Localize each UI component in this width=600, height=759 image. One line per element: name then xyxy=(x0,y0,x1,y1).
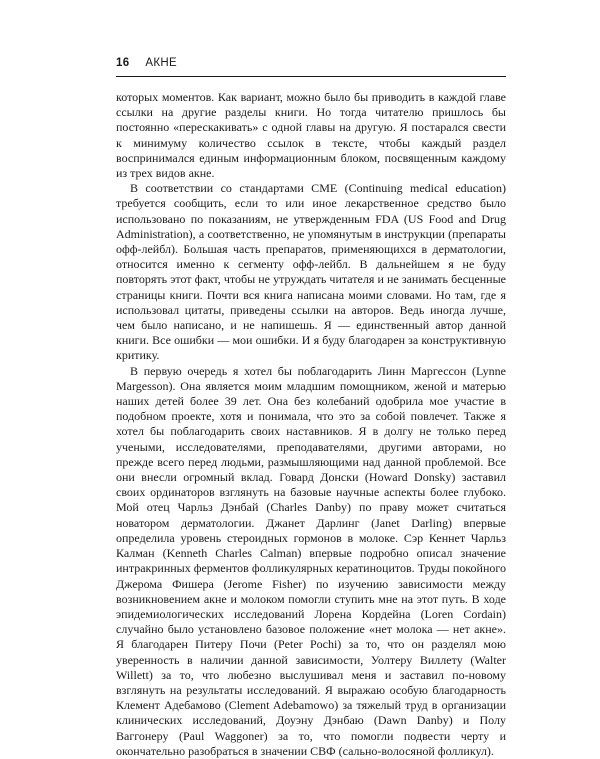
running-head xyxy=(116,54,506,72)
paragraph-acknowledgements: В первую очередь я хотел бы поблагодарить Линн Маргессон (Lynne Margesson). Она является моим младшим помощником, женой и матерью наших детей более 39 лет. Она без колебаний одобрила мое участие в подобном проекте, хотя и понимала, что это за собой повлечет. Также я хотел бы поблагодарить своих наставников. Я в долгу не только перед учеными, исследователями, преподавателями, другими авторами, но прежде всего перед людьми, размышляющими над данной проблемой. Все они внесли огромный вклад. Говард Донски (Howard Donsky) заставил своих ординаторов взглянуть на базовые научные аспекты более глубоко. Мой отец Чарльз Дэнбай (Charles Danby) по праву может считаться новатором дерматологии. Джанет Дарлинг (Janet Darling) впервые определила уровень стероидных гормонов в молоке. Сэр Кеннет Чарльз Калман (Kenneth Charles Calman) впервые подробно описал значение интракринных ферментов фолликулярных кератиноцитов. Труды покойного Джерома Фишера (Jerome Fisher) по изучению зависимости между возникновением акне и молоком помогли ступить мне на этот путь. В ходе эпидемиологических исследований Лорена Кордейна (Loren Cordain) случайно было установлено базовое положение «нет молока — нет акне». Я благодарен Питеру Почи (Peter Pochi) за то, что он разделял мою уверенность в наличии данной зависимости, Уолтеру Виллету (Walter Willett) за то, что любезно выслушивал меня и заставил по-новому взглянуть на результаты исследований. Я выражаю особую благодарность Клемент Адебамово (Clement Adebamowo) за тяжелый труд в организации клинических исследований, Доуэну Дэнбаю (Dawn Danby) и Полу Ваггонеру (Paul Waggoner) за то, что помогли подвести черту и окончательно разобраться в значении СВФ (сально-волосяной фолликул). xyxy=(116,363,506,758)
paragraph-cme-standards: В соответствии со стандартами CME (Continuing medical education) требуется сообщить, если то или иное лекарственное средство было использовано по показаниям, не утвержденным FDA (US Food and Drug Administration), а соответственно, не упомянутым в инструкции (препараты офф-лейбл). Большая часть препаратов, применяющихся в дерматологии, относится именно к сегменту офф-лейбл. В дальнейшем я не буду повторять этот факт, чтобы не утруждать читателя и не занимать бесценные страницы книги. Почти вся книга написана моими словами. Но там, где я использовал цитаты, приведены ссылки на авторов. Ведь иногда лучше, чем было написано, и не напишешь. Я — единственный автор данной книги. Все ошибки — мои ошибки. И я буду благодарен за конструктивную критику. xyxy=(116,181,506,363)
page-number: 16 xyxy=(116,57,130,69)
body-text xyxy=(116,90,506,759)
header-rule xyxy=(116,76,506,77)
paragraph-continuation: которых моментов. Как вариант, можно было бы приводить в каждой главе ссылки на другие разделы книги. Но тогда читателю пришлось бы постоянно «перескакивать» с одной главы на другую. Я постарался свести к минимуму количество ссылок в тексте, чтобы каждый раздел воспринимался единым информационным блоком, посвященным каждому из трех видов акне. xyxy=(116,90,506,181)
running-title: АКНЕ xyxy=(145,57,177,69)
